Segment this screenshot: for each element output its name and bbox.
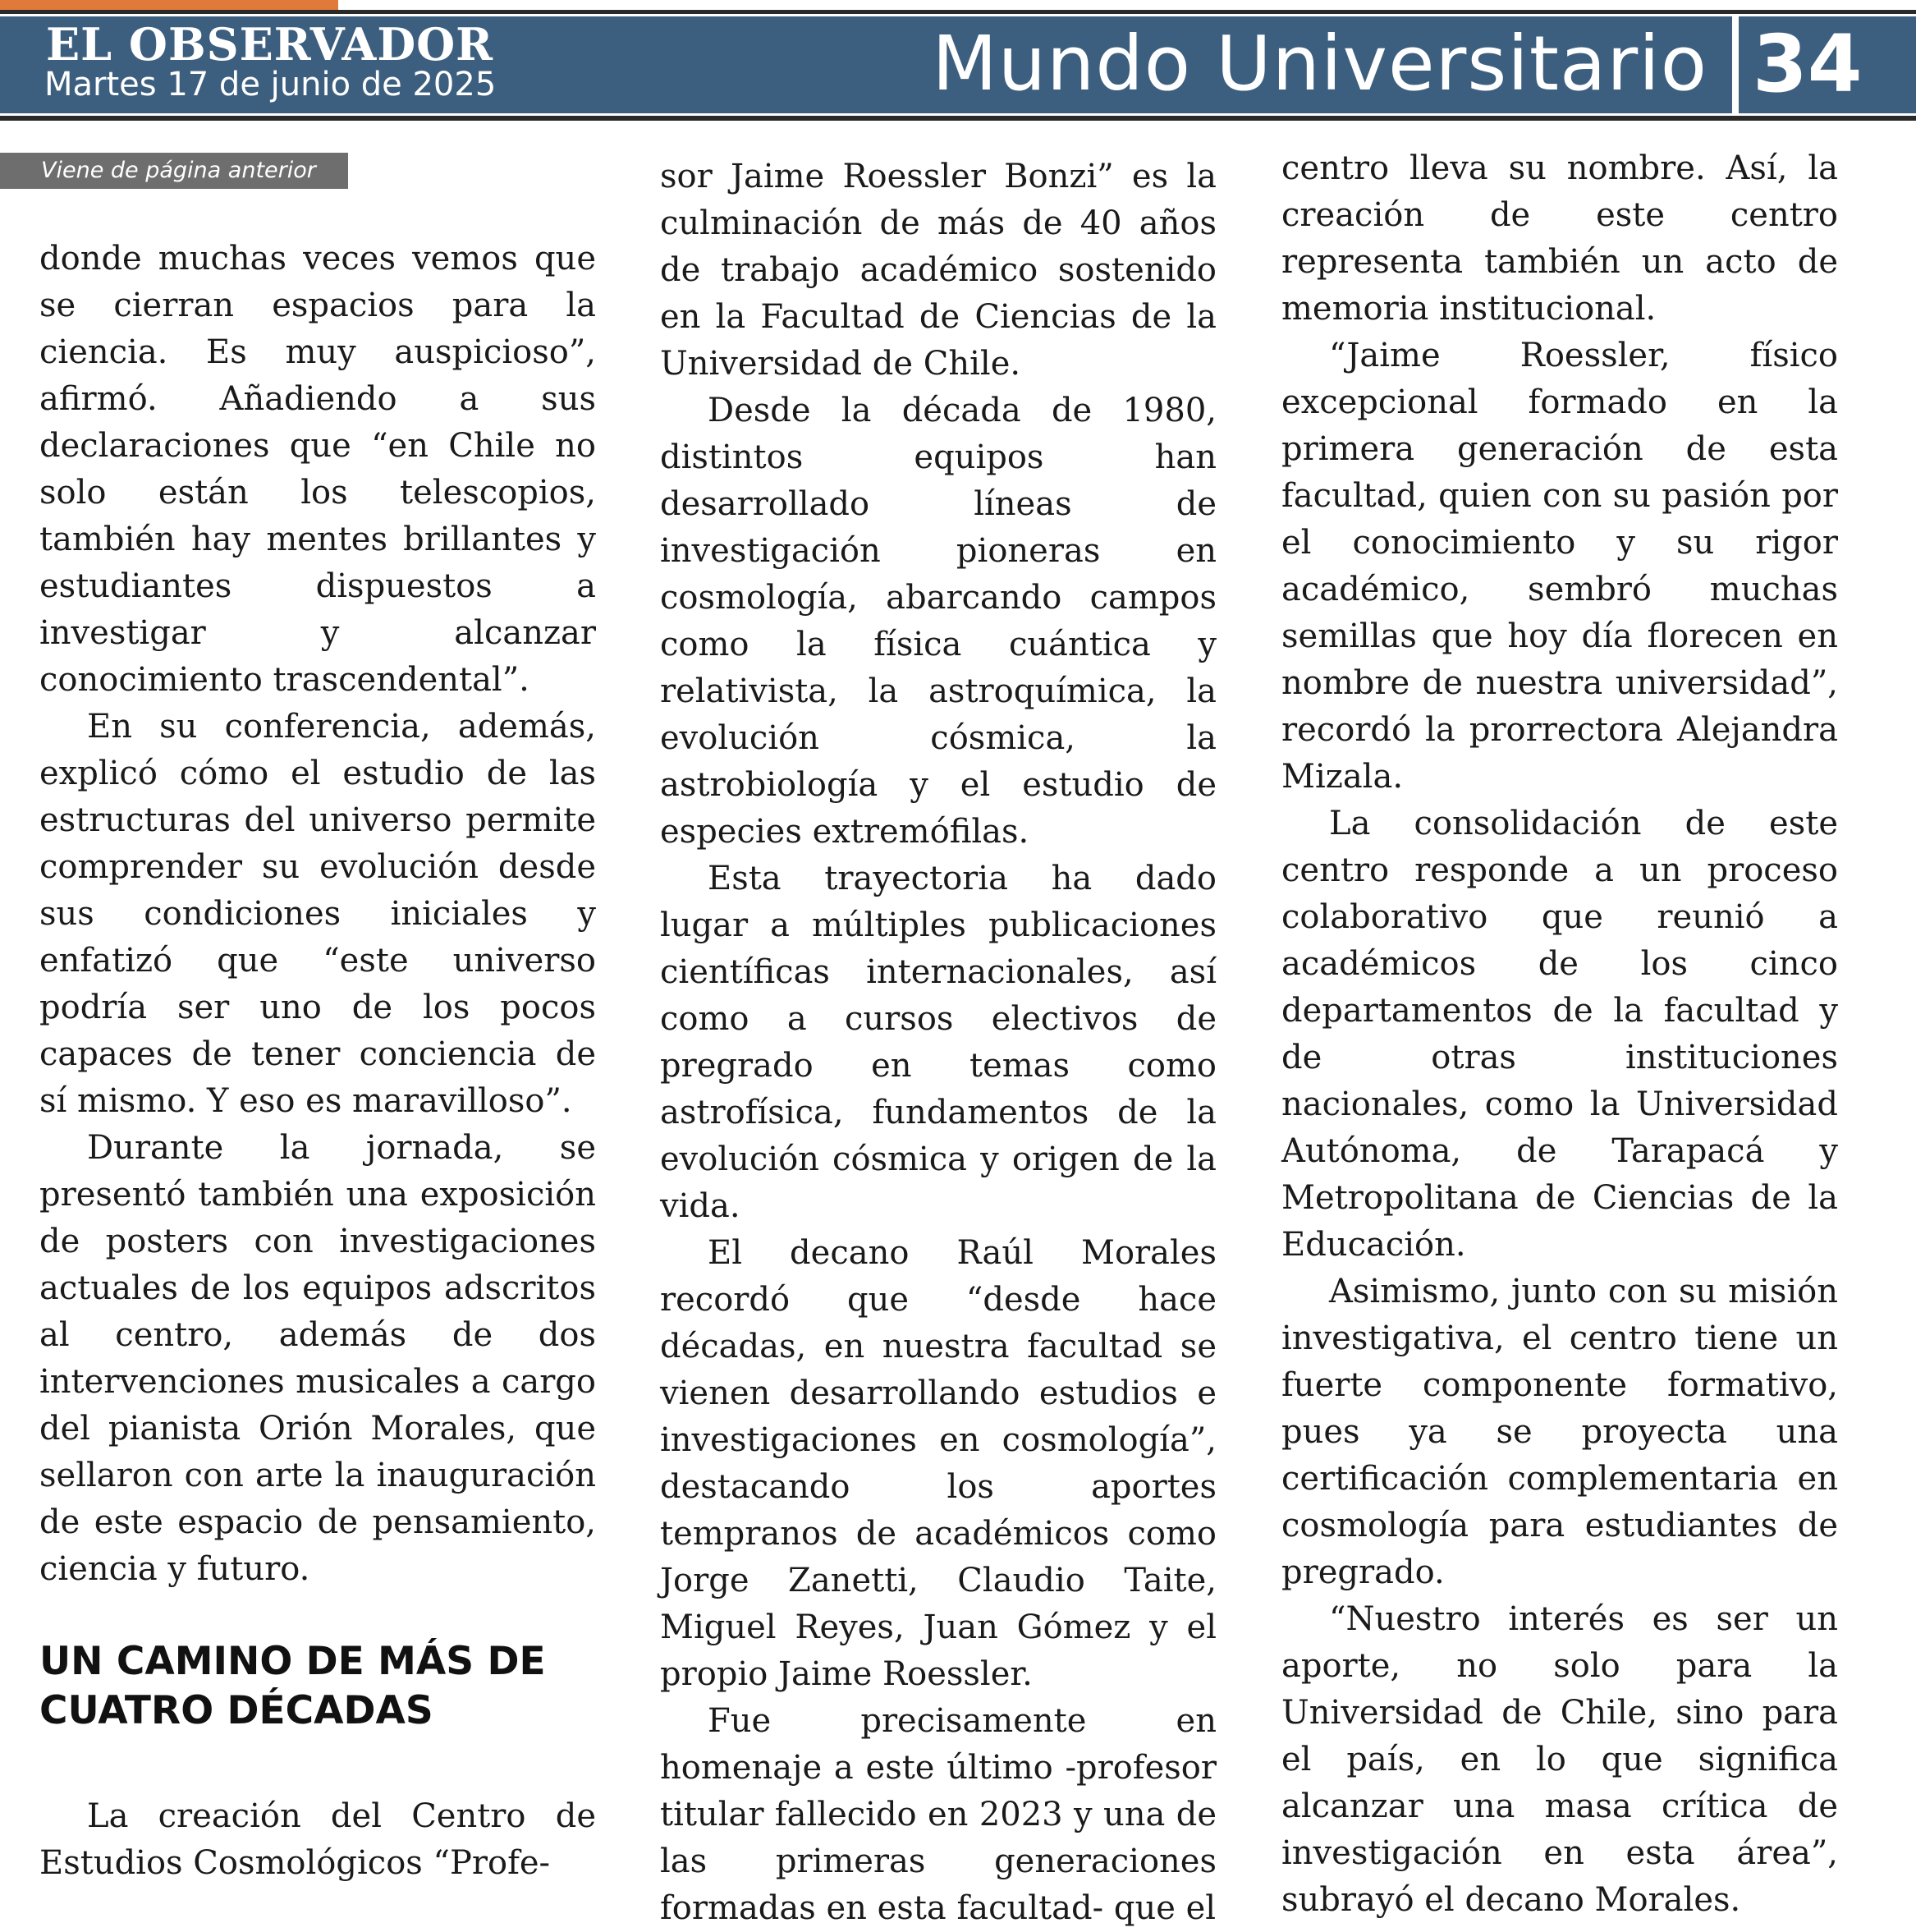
paragraph: donde muchas veces vemos que se cierran espacios para la ciencia. Es muy auspicioso”, afirmó. Añadiendo a sus declaraciones que “en Chile no solo están los telescopios, también hay mentes brillantes y estudiantes dispuestos a investigar y alcanzar conocimiento trascendental”. — [39, 240, 596, 699]
paragraph: Desde la década de 1980, distintos equipos han desarrollado líneas de investigación pioneras en cosmología, abarcando campos como la física cuántica y relativista, la astroquímica, la evolución cósmica, la astrobiología y el estudio de especies extremófilas. — [660, 392, 1217, 851]
paragraph: “Jaime Roessler, físico excepcional formado en la primera generación de esta facultad, quien con su pasión por el conocimiento y su rigor académico, sembró muchas semillas que hoy día florecen en nombre de nuestra universidad”, recordó la prorrectora Alejandra Mizala. — [1281, 337, 1838, 796]
page-number: 34 — [1753, 18, 1863, 110]
issue-date: Martes 17 de junio de 2025 — [44, 66, 497, 103]
paragraph: Asimismo, junto con su misión investigativa, el centro tiene un fuerte componente formativo, pues ya se proyecta una certificación complementaria en cosmología para estudiantes de pregrado. — [1281, 1273, 1838, 1591]
article-column-2 — [660, 154, 1217, 1932]
paragraph: Fue precisamente en homenaje a este último -profesor titular fallecido en 2023 y una de las primeras generaciones formadas en esta facultad- que el — [660, 1702, 1217, 1927]
paragraph: El decano Raúl Morales recordó que “desde hace décadas, en nuestra facultad se vienen desarrollando estudios e investigaciones en cosmología”, destacando los aportes tempranos de académicos como Jorge Zanetti, Claudio Taite, Miguel Reyes, Juan Gómez y el propio Jaime Roessler. — [660, 1234, 1217, 1693]
top-rule — [0, 10, 1916, 14]
article-column-1 — [39, 236, 596, 1887]
section-title: Mundo Universitario — [932, 20, 1707, 108]
masthead: EL OBSERVADOR — [46, 18, 494, 71]
paragraph: “Nuestro interés es ser un aporte, no solo para la Universidad de Chile, sino para el país, en lo que significa alcanzar una masa crítica de investigación en esta área”, subrayó el decano Morales. — [1281, 1600, 1838, 1919]
paragraph: Esta trayectoria ha dado lugar a múltiples publicaciones científicas internacionales, así como a cursos electivos de pregrado en temas como astrofísica, fundamentos de la evolución cósmica y origen de la vida. — [660, 860, 1217, 1225]
paragraph: centro lleva su nombre. Así, la creación de este centro representa también un acto de memoria institucional. — [1281, 149, 1838, 328]
article-column-3 — [1281, 145, 1838, 1924]
header-rule — [0, 116, 1916, 121]
section-subheading: UN CAMINO DE MÁS DE CUATRO DÉCADAS — [39, 1639, 546, 1733]
paragraph: La consolidación de este centro responde a un proceso colaborativo que reunió a académicos de los cinco departamentos de la facultad y de otras instituciones nacionales, como la Universidad Autónoma, de Tarapacá y Metropolitana de Ciencias de la Educación. — [1281, 805, 1838, 1264]
paragraph: Durante la jornada, se presentó también una exposición de posters con investigaciones actuales de los equipos adscritos al centro, además de dos intervenciones musicales a cargo del pianista Orión Morales, que sellaron con arte la inauguración de este espacio de pensamiento, ciencia y futuro. — [39, 1129, 596, 1588]
continued-from-previous-page-tag: Viene de página anterior — [0, 153, 348, 189]
header-divider — [1732, 16, 1739, 116]
paragraph: La creación del Centro de Estudios Cosmológicos “Profe- — [39, 1797, 596, 1882]
paragraph: sor Jaime Roessler Bonzi” es la culminación de más de 40 años de trabajo académico sostenido en la Facultad de Ciencias de la Universidad de Chile. — [660, 158, 1217, 383]
paragraph: En su conferencia, además, explicó cómo el estudio de las estructuras del universo permite comprender su evolución desde sus condiciones iniciales y enfatizó que “este universo podría ser uno de los pocos capaces de tener conciencia de sí mismo. Y eso es maravilloso”. — [39, 708, 596, 1120]
